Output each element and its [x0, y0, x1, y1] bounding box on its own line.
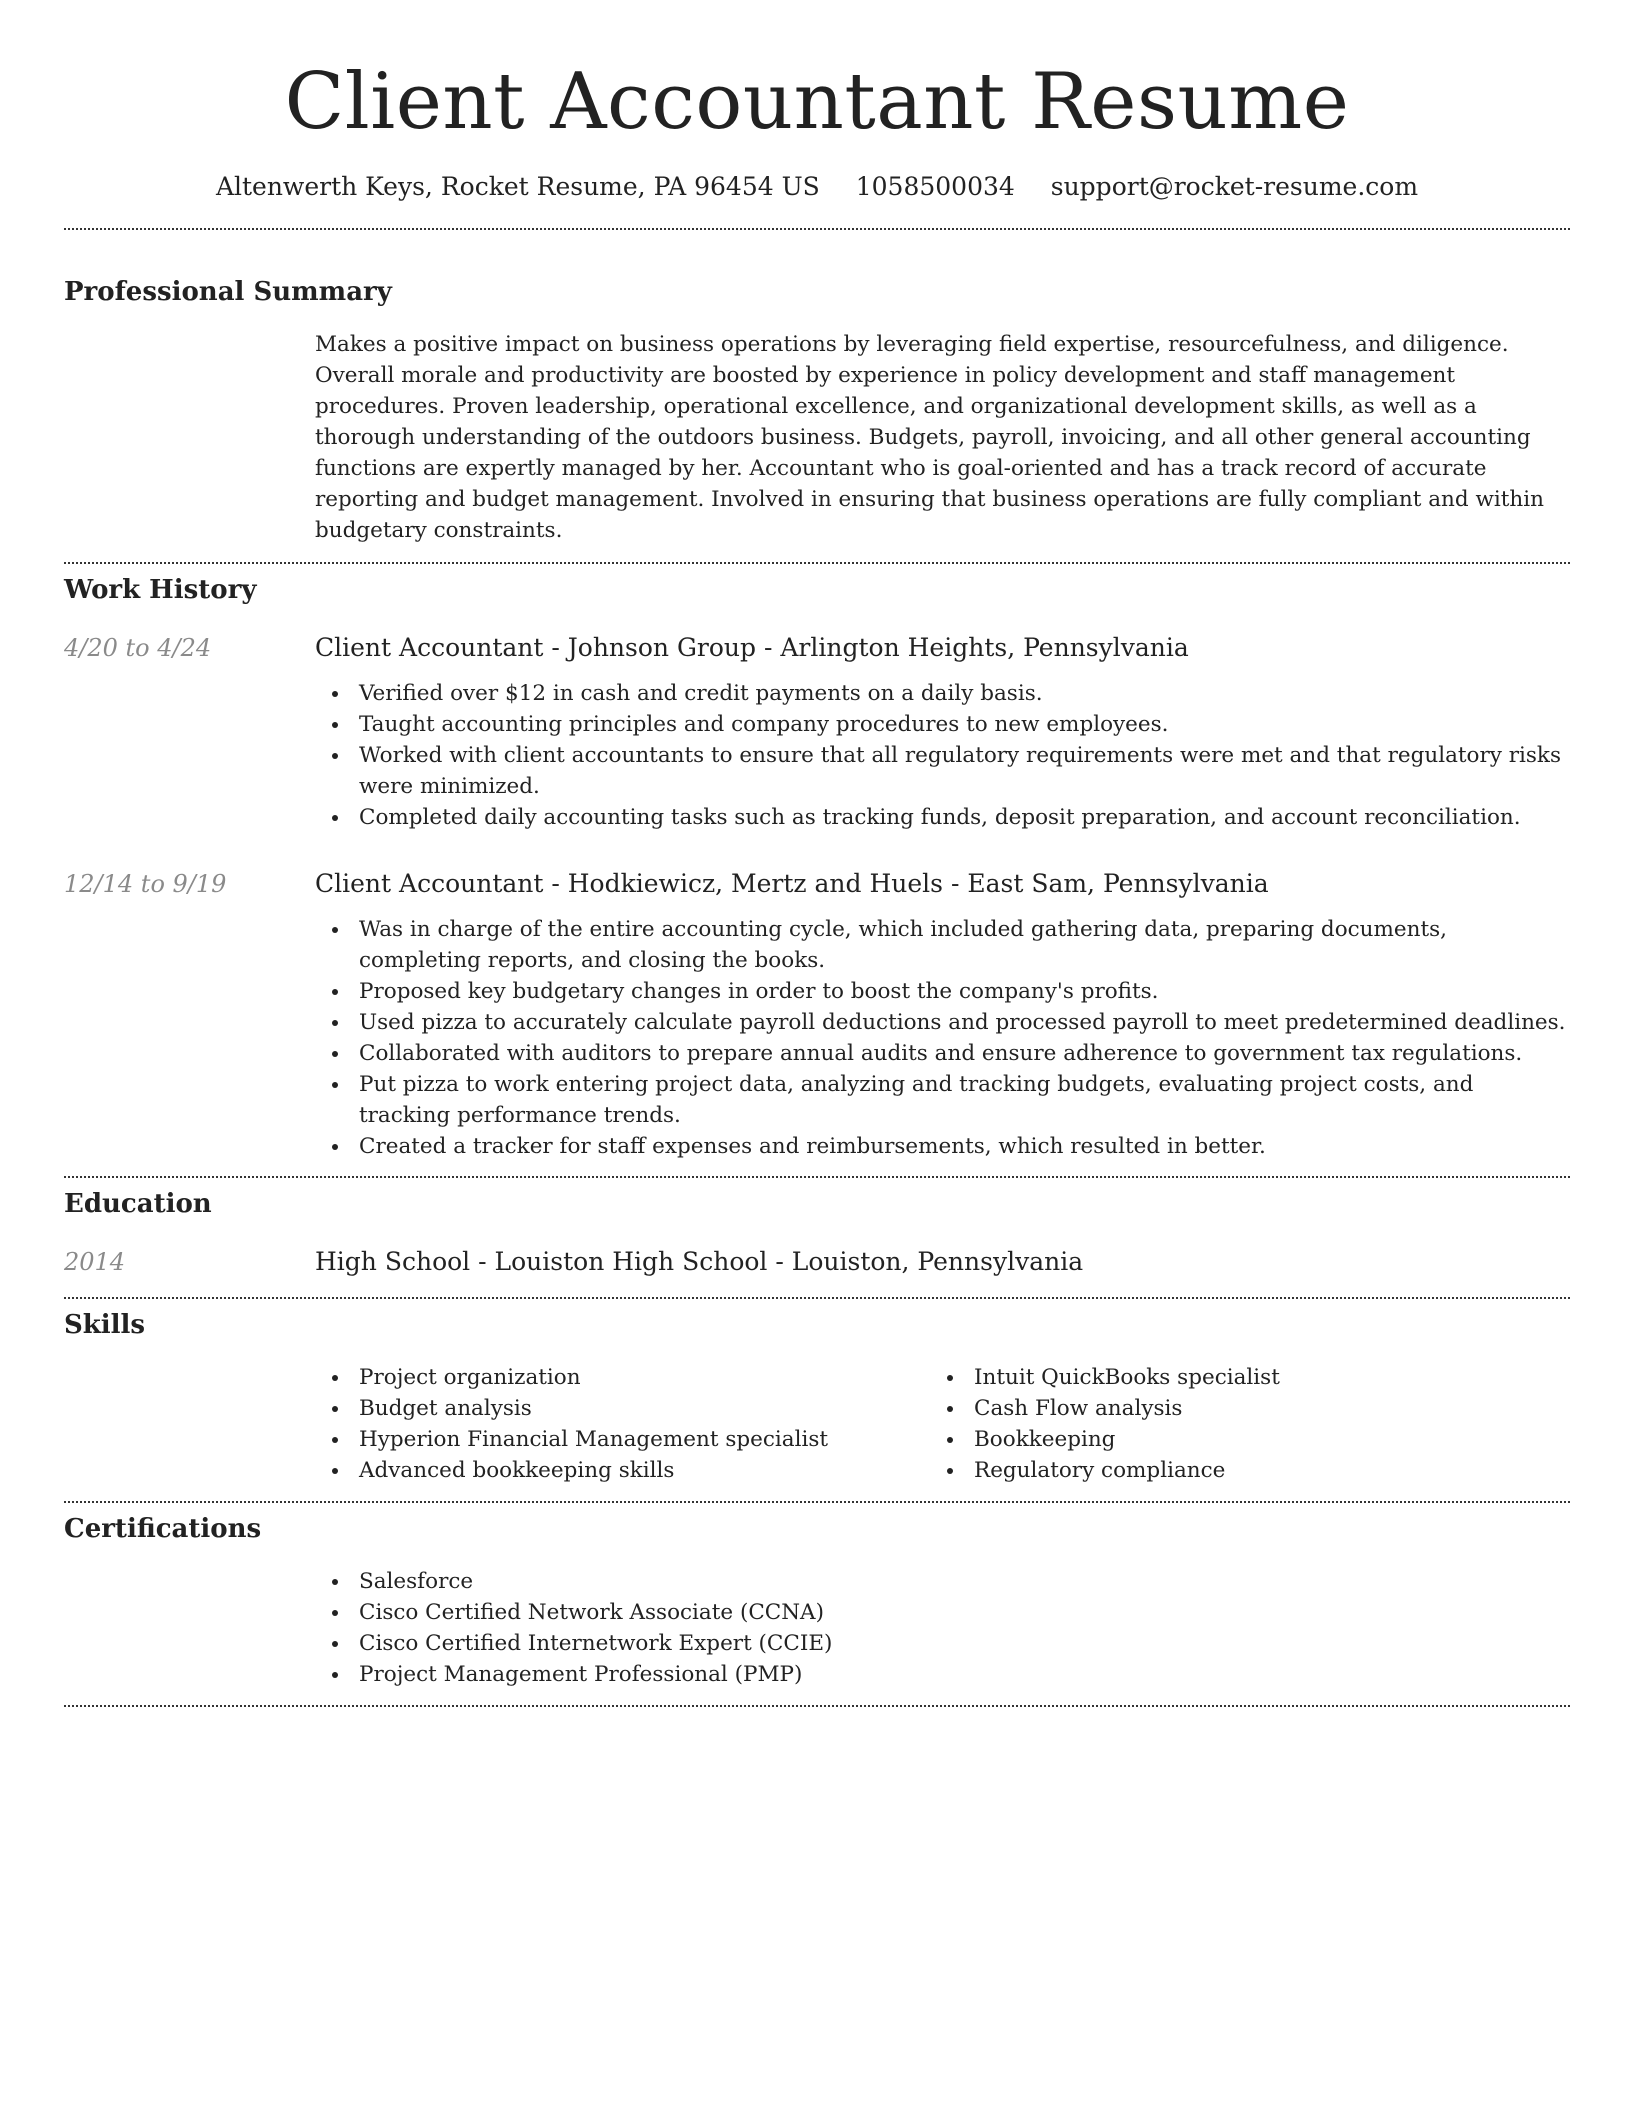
skill-item: Advanced bookkeeping skills	[315, 1455, 930, 1486]
job-entry	[64, 867, 1570, 1162]
job-bullet: Worked with client accountants to ensure that all regulatory requirements were met and that regulatory risks were minimized.	[315, 740, 1570, 802]
job-bullets	[315, 914, 1570, 1162]
section-heading-work-history: Work History	[64, 575, 257, 605]
section-heading-skills: Skills	[64, 1310, 146, 1340]
job-bullet: Used pizza to accurately calculate payroll deductions and processed payroll to meet predetermined deadlines.	[315, 1007, 1570, 1038]
job-bullets	[315, 678, 1570, 833]
certifications-section	[64, 1512, 1570, 1690]
skill-item: Regulatory compliance	[930, 1455, 1545, 1486]
summary-section	[64, 275, 1570, 546]
job-dates: 4/20 to 4/24	[64, 634, 212, 662]
certifications-list	[315, 1566, 1570, 1690]
divider	[64, 1176, 1570, 1178]
skill-item: Bookkeeping	[930, 1424, 1545, 1455]
divider	[64, 1501, 1570, 1503]
job-bullet: Proposed key budgetary changes in order to boost the company's profits.	[315, 976, 1570, 1007]
summary-text: Makes a positive impact on business operations by leveraging field expertise, resourcefulness, and diligence. Overall morale and productivity are boosted by experience in policy development and staff management procedures. Proven leadership, operational excellence, and organizational development skills, as well as a thorough understanding of the outdoors business. Budgets, payroll, invoicing, and all other general accounting functions are expertly managed by her. Accountant who is goal-oriented and has a track record of accurate reporting and budget management. Involved in ensuring that business operations are fully compliant and within budgetary constraints.	[315, 332, 1544, 543]
skill-item: Budget analysis	[315, 1393, 930, 1424]
skill-item: Intuit QuickBooks specialist	[930, 1362, 1545, 1393]
certification-item: Salesforce	[315, 1566, 1570, 1597]
divider	[64, 228, 1570, 230]
work-history-section	[64, 573, 1570, 1162]
contact-address: Altenwerth Keys, Rocket Resume, PA 96454 US	[215, 172, 820, 201]
contact-line	[64, 170, 1570, 204]
resume-page	[64, 0, 1570, 1707]
skills-list-right	[930, 1362, 1545, 1486]
education-title: High School - Louiston High School - Louiston, Pennsylvania	[315, 1247, 1084, 1276]
skills-grid	[315, 1362, 1570, 1486]
job-header	[64, 867, 1570, 901]
job-bullet: Created a tracker for staff expenses and reimbursements, which resulted in better.	[315, 1131, 1570, 1162]
job-bullet: Taught accounting principles and company procedures to new employees.	[315, 709, 1570, 740]
certification-item: Cisco Certified Internetwork Expert (CCIE)	[315, 1628, 1570, 1659]
job-bullet: Was in charge of the entire accounting cycle, which included gathering data, preparing documents, completing reports, and closing the books.	[315, 914, 1570, 976]
job-bullet: Put pizza to work entering project data, analyzing and tracking budgets, evaluating project costs, and tracking performance trends.	[315, 1069, 1570, 1131]
job-entry	[64, 631, 1570, 833]
divider	[64, 562, 1570, 564]
divider	[64, 1297, 1570, 1299]
resume-title: Client Accountant Resume	[284, 57, 1350, 147]
education-year: 2014	[64, 1248, 126, 1276]
job-bullet: Collaborated with auditors to prepare annual audits and ensure adherence to government tax regulations.	[315, 1038, 1570, 1069]
skill-item: Project organization	[315, 1362, 930, 1393]
job-title: Client Accountant - Hodkiewicz, Mertz and Huels - East Sam, Pennsylvania	[315, 869, 1269, 898]
section-heading-education: Education	[64, 1189, 212, 1219]
job-bullet: Verified over $12 in cash and credit payments on a daily basis.	[315, 678, 1570, 709]
divider	[64, 1705, 1570, 1707]
job-title: Client Accountant - Johnson Group - Arlington Heights, Pennsylvania	[315, 633, 1189, 662]
section-heading-certifications: Certifications	[64, 1514, 262, 1544]
section-heading-summary: Professional Summary	[64, 277, 392, 307]
job-header	[64, 631, 1570, 665]
skills-section	[64, 1308, 1570, 1486]
skills-list-left	[315, 1362, 930, 1486]
skill-item: Cash Flow analysis	[930, 1393, 1545, 1424]
skill-item: Hyperion Financial Management specialist	[315, 1424, 930, 1455]
certification-item: Project Management Professional (PMP)	[315, 1659, 1570, 1690]
job-bullet: Completed daily accounting tasks such as tracking funds, deposit preparation, and account reconciliation.	[315, 802, 1570, 833]
education-section	[64, 1187, 1570, 1279]
contact-email: support@rocket-resume.com	[1050, 172, 1419, 201]
education-entry	[64, 1245, 1570, 1279]
certification-item: Cisco Certified Network Associate (CCNA)	[315, 1597, 1570, 1628]
contact-phone: 1058500034	[855, 172, 1015, 201]
job-dates: 12/14 to 9/19	[64, 870, 227, 898]
